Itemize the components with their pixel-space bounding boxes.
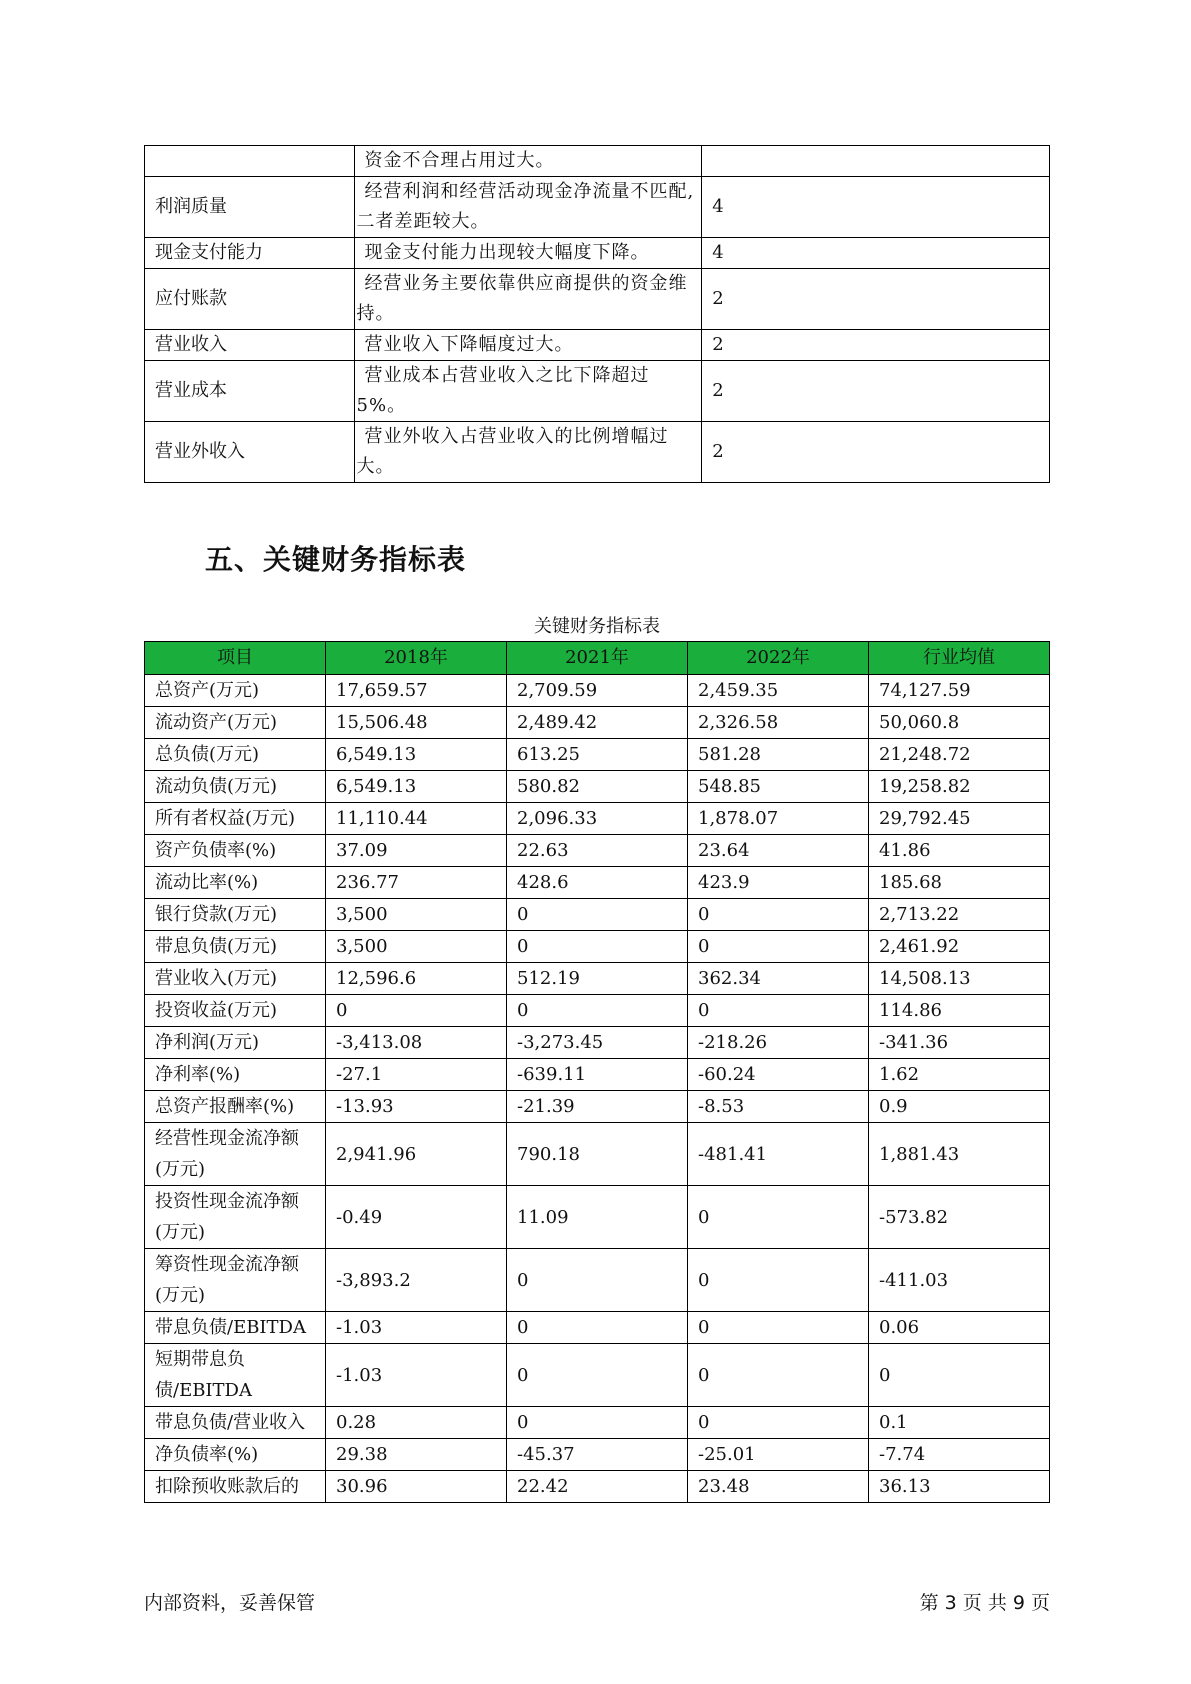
value-2022-cell: -218.26 — [688, 1027, 869, 1059]
indicator-label-cell: 总资产(万元) — [145, 675, 326, 707]
value-2021-cell: 2,709.59 — [507, 675, 688, 707]
risk-score-cell: 2 — [702, 330, 1050, 361]
value-2021-cell: 0 — [507, 1344, 688, 1407]
value-2022-cell: -25.01 — [688, 1439, 869, 1471]
value-2022-cell: 0 — [688, 899, 869, 931]
indicator-label-cell: 总资产报酬率(%) — [145, 1091, 326, 1123]
industry-average-cell: -573.82 — [869, 1186, 1050, 1249]
value-2018-cell: -1.03 — [326, 1344, 507, 1407]
table-row — [145, 835, 1050, 867]
table-caption: 关键财务指标表 — [534, 616, 660, 637]
value-2021-cell: -45.37 — [507, 1439, 688, 1471]
value-2021-cell: 580.82 — [507, 771, 688, 803]
value-2018-cell: -3,893.2 — [326, 1249, 507, 1312]
industry-average-cell: 2,461.92 — [869, 931, 1050, 963]
value-2021-cell: -21.39 — [507, 1091, 688, 1123]
value-2018-cell: 17,659.57 — [326, 675, 507, 707]
table-row — [145, 1249, 1050, 1312]
industry-average-cell: 19,258.82 — [869, 771, 1050, 803]
value-2022-cell: 0 — [688, 1312, 869, 1344]
table-row — [145, 1186, 1050, 1249]
value-2022-cell: 0 — [688, 1407, 869, 1439]
value-2018-cell: 236.77 — [326, 867, 507, 899]
industry-average-cell: 74,127.59 — [869, 675, 1050, 707]
industry-average-cell: -7.74 — [869, 1439, 1050, 1471]
table-row — [145, 422, 1050, 483]
section-heading: 五、关键财务指标表 — [205, 543, 467, 576]
table-row — [145, 867, 1050, 899]
indicator-label-cell: 投资性现金流净额(万元) — [145, 1186, 326, 1249]
risk-description-cell: 营业外收入占营业收入的比例增幅过大。 — [354, 422, 702, 483]
industry-average-cell: -411.03 — [869, 1249, 1050, 1312]
industry-average-cell: -341.36 — [869, 1027, 1050, 1059]
value-2018-cell: 0.28 — [326, 1407, 507, 1439]
value-2018-cell: 37.09 — [326, 835, 507, 867]
value-2022-cell: 0 — [688, 931, 869, 963]
indicator-label-cell: 净负债率(%) — [145, 1439, 326, 1471]
risk-item-cell: 营业成本 — [145, 361, 355, 422]
table-row — [145, 739, 1050, 771]
indicator-label-cell: 带息负债(万元) — [145, 931, 326, 963]
value-2021-cell: 790.18 — [507, 1123, 688, 1186]
indicator-label-cell: 流动比率(%) — [145, 867, 326, 899]
risk-item-cell: 利润质量 — [145, 177, 355, 238]
risk-score-cell: 2 — [702, 269, 1050, 330]
risk-item-cell: 应付账款 — [145, 269, 355, 330]
table-row — [145, 963, 1050, 995]
table-row — [145, 899, 1050, 931]
value-2022-cell: 0 — [688, 1186, 869, 1249]
table-row — [145, 238, 1050, 269]
value-2021-cell: 0 — [507, 931, 688, 963]
risk-item-cell: 现金支付能力 — [145, 238, 355, 269]
indicator-label-cell: 银行贷款(万元) — [145, 899, 326, 931]
value-2018-cell: 2,941.96 — [326, 1123, 507, 1186]
value-2022-cell: 423.9 — [688, 867, 869, 899]
value-2022-cell: -8.53 — [688, 1091, 869, 1123]
value-2018-cell: 15,506.48 — [326, 707, 507, 739]
indicator-label-cell: 筹资性现金流净额(万元) — [145, 1249, 326, 1312]
risk-score-cell: 2 — [702, 422, 1050, 483]
value-2018-cell: 3,500 — [326, 899, 507, 931]
header-2021: 2021年 — [507, 642, 688, 675]
table-row — [145, 177, 1050, 238]
value-2022-cell: -481.41 — [688, 1123, 869, 1186]
indicator-label-cell: 带息负债/营业收入 — [145, 1407, 326, 1439]
table-row — [145, 1312, 1050, 1344]
value-2021-cell: 22.63 — [507, 835, 688, 867]
risk-description-cell: 资金不合理占用过大。 — [354, 146, 702, 177]
risk-description-cell: 现金支付能力出现较大幅度下降。 — [354, 238, 702, 269]
table-row — [145, 803, 1050, 835]
value-2022-cell: 2,459.35 — [688, 675, 869, 707]
table-row — [145, 361, 1050, 422]
indicator-label-cell: 流动负债(万元) — [145, 771, 326, 803]
indicator-label-cell: 流动资产(万元) — [145, 707, 326, 739]
table-row — [145, 1471, 1050, 1503]
value-2022-cell: 23.48 — [688, 1471, 869, 1503]
value-2021-cell: 2,489.42 — [507, 707, 688, 739]
value-2018-cell: 11,110.44 — [326, 803, 507, 835]
value-2018-cell: 6,549.13 — [326, 739, 507, 771]
value-2021-cell: 0 — [507, 995, 688, 1027]
value-2021-cell: -639.11 — [507, 1059, 688, 1091]
indicator-label-cell: 带息负债/EBITDA — [145, 1312, 326, 1344]
risk-description-cell: 经营业务主要依靠供应商提供的资金维持。 — [354, 269, 702, 330]
header-2022: 2022年 — [688, 642, 869, 675]
value-2018-cell: 29.38 — [326, 1439, 507, 1471]
value-2022-cell: 548.85 — [688, 771, 869, 803]
industry-average-cell: 0.1 — [869, 1407, 1050, 1439]
industry-average-cell: 14,508.13 — [869, 963, 1050, 995]
risk-score-cell: 4 — [702, 238, 1050, 269]
risk-description-cell: 营业成本占营业收入之比下降超过5%。 — [354, 361, 702, 422]
value-2021-cell: 613.25 — [507, 739, 688, 771]
risk-item-cell: 营业外收入 — [145, 422, 355, 483]
footer-confidential-note: 内部资料，妥善保管 — [144, 1592, 316, 1614]
value-2018-cell: 30.96 — [326, 1471, 507, 1503]
indicator-label-cell: 净利率(%) — [145, 1059, 326, 1091]
value-2021-cell: 2,096.33 — [507, 803, 688, 835]
indicator-label-cell: 总负债(万元) — [145, 739, 326, 771]
value-2018-cell: -3,413.08 — [326, 1027, 507, 1059]
table-row — [145, 269, 1050, 330]
risk-indicator-table — [144, 145, 1050, 483]
indicator-label-cell: 营业收入(万元) — [145, 963, 326, 995]
value-2018-cell: -1.03 — [326, 1312, 507, 1344]
value-2022-cell: 0 — [688, 995, 869, 1027]
table-row — [145, 707, 1050, 739]
indicator-label-cell: 投资收益(万元) — [145, 995, 326, 1027]
table-row — [145, 1344, 1050, 1407]
kfi-table-body — [145, 675, 1050, 1503]
table-row — [145, 1123, 1050, 1186]
value-2021-cell: 0 — [507, 1312, 688, 1344]
value-2018-cell: -0.49 — [326, 1186, 507, 1249]
value-2021-cell: 0 — [507, 899, 688, 931]
value-2022-cell: -60.24 — [688, 1059, 869, 1091]
risk-score-cell — [702, 146, 1050, 177]
indicator-label-cell: 所有者权益(万元) — [145, 803, 326, 835]
table-row — [145, 146, 1050, 177]
table-row — [145, 771, 1050, 803]
value-2018-cell: -27.1 — [326, 1059, 507, 1091]
indicator-label-cell: 扣除预收账款后的 — [145, 1471, 326, 1503]
industry-average-cell: 114.86 — [869, 995, 1050, 1027]
indicator-label-cell: 资产负债率(%) — [145, 835, 326, 867]
risk-item-cell — [145, 146, 355, 177]
table-row — [145, 330, 1050, 361]
value-2018-cell: 6,549.13 — [326, 771, 507, 803]
value-2021-cell: 0 — [507, 1407, 688, 1439]
value-2021-cell: 22.42 — [507, 1471, 688, 1503]
industry-average-cell: 29,792.45 — [869, 803, 1050, 835]
value-2018-cell: 0 — [326, 995, 507, 1027]
table-row — [145, 1059, 1050, 1091]
industry-average-cell: 2,713.22 — [869, 899, 1050, 931]
table-header-row — [145, 642, 1050, 675]
value-2021-cell: 428.6 — [507, 867, 688, 899]
key-financial-indicators-table — [144, 641, 1050, 1503]
value-2021-cell: 11.09 — [507, 1186, 688, 1249]
table-row — [145, 1091, 1050, 1123]
value-2018-cell: 12,596.6 — [326, 963, 507, 995]
value-2021-cell: 512.19 — [507, 963, 688, 995]
header-item: 项目 — [145, 642, 326, 675]
risk-item-cell: 营业收入 — [145, 330, 355, 361]
industry-average-cell: 41.86 — [869, 835, 1050, 867]
value-2022-cell: 581.28 — [688, 739, 869, 771]
header-2018: 2018年 — [326, 642, 507, 675]
industry-average-cell: 1.62 — [869, 1059, 1050, 1091]
table-row — [145, 995, 1050, 1027]
value-2021-cell: 0 — [507, 1249, 688, 1312]
value-2022-cell: 2,326.58 — [688, 707, 869, 739]
industry-average-cell: 1,881.43 — [869, 1123, 1050, 1186]
indicator-label-cell: 经营性现金流净额(万元) — [145, 1123, 326, 1186]
indicator-label-cell: 净利润(万元) — [145, 1027, 326, 1059]
industry-average-cell: 0.06 — [869, 1312, 1050, 1344]
table-row — [145, 931, 1050, 963]
industry-average-cell: 50,060.8 — [869, 707, 1050, 739]
industry-average-cell: 0 — [869, 1344, 1050, 1407]
table-row — [145, 1439, 1050, 1471]
industry-average-cell: 185.68 — [869, 867, 1050, 899]
risk-table-body — [145, 146, 1050, 483]
value-2022-cell: 0 — [688, 1249, 869, 1312]
value-2021-cell: -3,273.45 — [507, 1027, 688, 1059]
indicator-label-cell: 短期带息负债/EBITDA — [145, 1344, 326, 1407]
risk-score-cell: 4 — [702, 177, 1050, 238]
table-row — [145, 675, 1050, 707]
risk-score-cell: 2 — [702, 361, 1050, 422]
industry-average-cell: 0.9 — [869, 1091, 1050, 1123]
value-2018-cell: -13.93 — [326, 1091, 507, 1123]
risk-description-cell: 经营利润和经营活动现金净流量不匹配,二者差距较大。 — [354, 177, 702, 238]
table-row — [145, 1027, 1050, 1059]
value-2022-cell: 0 — [688, 1344, 869, 1407]
value-2022-cell: 23.64 — [688, 835, 869, 867]
header-industry-average: 行业均值 — [869, 642, 1050, 675]
value-2022-cell: 362.34 — [688, 963, 869, 995]
industry-average-cell: 21,248.72 — [869, 739, 1050, 771]
risk-description-cell: 营业收入下降幅度过大。 — [354, 330, 702, 361]
value-2018-cell: 3,500 — [326, 931, 507, 963]
table-row — [145, 1407, 1050, 1439]
value-2022-cell: 1,878.07 — [688, 803, 869, 835]
footer-page-number: 第 3 页 共 9 页 — [919, 1592, 1050, 1614]
industry-average-cell: 36.13 — [869, 1471, 1050, 1503]
